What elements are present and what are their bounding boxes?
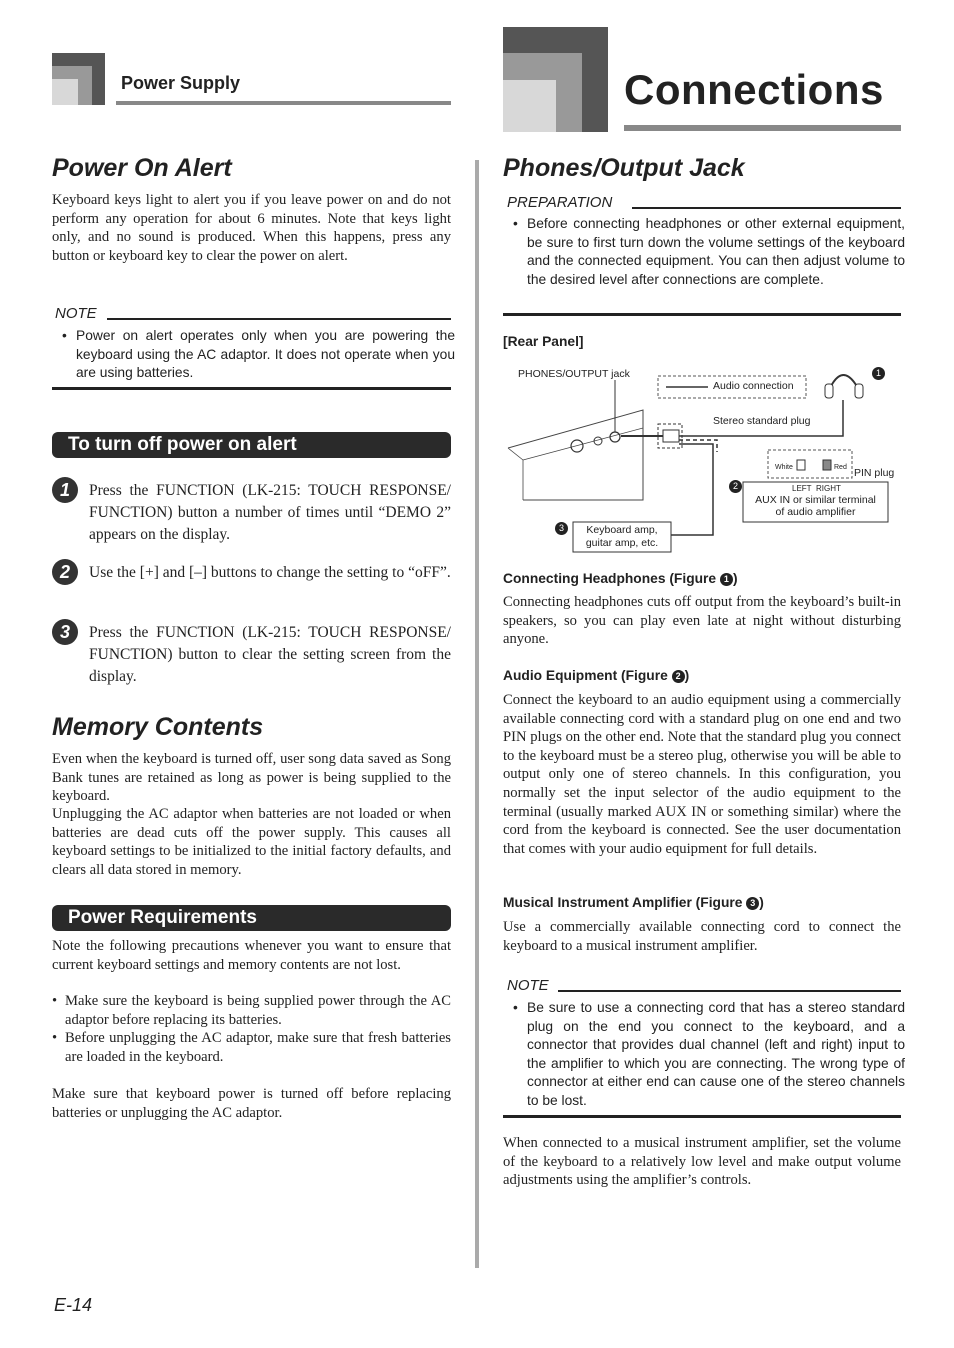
column-divider <box>475 160 479 1268</box>
note-rule-top-right <box>558 990 901 992</box>
amplifier-body: Use a commercially available connecting cord to connect the keyboard to a musical instrument amplifier. <box>503 919 901 954</box>
bullet: • <box>513 216 518 231</box>
note-rule-bottom <box>52 387 451 390</box>
note-rule-top <box>107 318 451 320</box>
preparation-label: PREPARATION <box>507 194 613 211</box>
step-number-1: 1 <box>52 477 78 503</box>
pin-plug-label: PIN plug <box>854 467 895 479</box>
bullet: • <box>513 1000 518 1015</box>
header-rule-left <box>116 101 451 105</box>
step-text-3: Press the FUNCTION (LK-215: TOUCH RESPONSE/ FUNCTION) button to clear the setting screen from the display. <box>89 624 451 685</box>
audio-equipment-body: Connect the keyboard to an audio equipment using a commercially available connecting cord with a standard plug on one end and two PIN plugs on the other end. Note that the standard plug you connect to the keyboard must be a stereo plug, otherwise you will be able to output only one of stereo channels. In this configuration, you normally set the input selector of the audio equipment to the terminal (usually marked AUX IN or something similar) where the cord from the keyboard is connected. See the user documentation that comes with your audio equipment for full details. <box>503 692 901 857</box>
header-rule-right <box>624 125 901 131</box>
power-requirements-item-2: • Before unplugging the AC adaptor, make sure that fresh batteries are loaded in the keyboard. <box>52 1030 451 1065</box>
power-requirements-heading: Power Requirements <box>52 905 451 931</box>
figure-3-marker-inline: 3 <box>746 897 759 910</box>
rear-panel-label: [Rear Panel] <box>503 334 584 349</box>
headphones-heading: Connecting Headphones (Figure 1 ) <box>503 571 738 586</box>
note-rule-bottom-right <box>503 1115 901 1118</box>
keyboard-rear-panel <box>508 410 643 500</box>
amplifier-heading: Musical Instrument Amplifier (Figure 3 ) <box>503 895 764 910</box>
phones-output-jack-label: PHONES/OUTPUT jack <box>518 368 630 380</box>
power-on-alert-body: Keyboard keys light to alert you if you leave power on and do not perform any operation for about 6 minutes. Note that keys light only, and no sound is produced. When this happens, press any button or keyboard key to clear the power on alert. <box>52 192 451 264</box>
step-text-2: Use the [+] and [–] buttons to change the setting to “oFF”. <box>89 564 451 581</box>
stereo-plug <box>621 424 682 448</box>
bullet: • <box>52 993 58 1009</box>
bullet: • <box>62 328 67 343</box>
power-requirements-intro: Note the following precautions whenever you want to ensure that current keyboard settings and memory contents are not lost. <box>52 938 451 973</box>
header-block-right <box>503 27 608 132</box>
memory-contents-para-1: Even when the keyboard is turned off, user song data saved as Song Bank tunes are retained as long as power is being supplied to the keyboard. <box>52 751 451 805</box>
white-label: White <box>775 464 793 471</box>
left-label: LEFT <box>792 484 812 493</box>
memory-contents-para-2: Unplugging the AC adaptor when batteries are not loaded or when batteries are dead cuts off the power supply. This causes all keyboard settings to be initialized to the initial factory defaults, and clears all data stored in memory. <box>52 806 451 878</box>
note-label: NOTE <box>55 305 97 322</box>
step-number-2: 2 <box>52 559 78 585</box>
header-block-left <box>52 53 105 105</box>
preparation-item: • Before connecting headphones or other external equipment, be sure to first turn down the volume settings of the keyboard and the connected equipment. You can then adjust volume to the desired level after connections are complete. <box>513 216 905 287</box>
power-on-alert-title: Power On Alert <box>52 154 232 182</box>
figure-1-marker-inline: 1 <box>720 573 733 586</box>
page-number: E-14 <box>54 1295 93 1315</box>
closing-paragraph: When connected to a musical instrument amplifier, set the volume of the keyboard to a relatively low level and make output volume adjustments using the amplifier’s controls. <box>503 1135 901 1189</box>
memory-contents-title: Memory Contents <box>52 713 264 741</box>
power-requirements-item-1: • Make sure the keyboard is being supplied power through the AC adaptor before replacing its batteries. <box>52 993 451 1028</box>
right-label: RIGHT <box>816 484 841 493</box>
amp-label-line-1: Keyboard amp, <box>586 524 658 536</box>
figure-1-marker: 1 <box>872 367 885 380</box>
headphones-icon <box>825 375 863 398</box>
note-item: • Power on alert operates only when you are powering the keyboard using the AC adaptor. It does not operate when you are using batteries. <box>62 328 455 381</box>
chapter-title: Connections <box>624 66 884 113</box>
aux-label-line-1: AUX IN or similar terminal <box>755 494 876 506</box>
connection-diagram <box>503 360 901 560</box>
aux-label-line-2: of audio amplifier <box>775 506 856 518</box>
turn-off-alert-heading: To turn off power on alert <box>52 432 451 458</box>
stereo-plug-label: Stereo standard plug <box>713 415 811 427</box>
note-label-right: NOTE <box>507 977 549 994</box>
red-label: Red <box>834 464 847 471</box>
step-text-1: Press the FUNCTION (LK-215: TOUCH RESPONSE/ FUNCTION) button a number of times until “DEMO 2” appears on the display. <box>89 482 451 543</box>
preparation-rule-bottom <box>503 313 901 316</box>
figure-3-marker: 3 <box>555 522 568 535</box>
phones-output-title: Phones/Output Jack <box>503 154 745 182</box>
headphones-body: Connecting headphones cuts off output from the keyboard’s built-in speakers, so you can play even late at night without disturbing anyone. <box>503 594 901 648</box>
figure-2-marker: 2 <box>729 480 742 493</box>
preparation-rule-top <box>632 207 901 209</box>
note-item-right: • Be sure to use a connecting cord that has a stereo standard plug on the end you connect to the keyboard, and a connector that provides dual channel (left and right) input to the amplifier to which you are connecting. The wrong type of connector at either end can cause one of the stereo channels to be lost. <box>513 1000 905 1108</box>
audio-equipment-heading: Audio Equipment (Figure 2 ) <box>503 668 690 683</box>
amp-label-line-2: guitar amp, etc. <box>585 537 659 549</box>
audio-connection-label: Audio connection <box>713 380 794 392</box>
bullet: • <box>52 1030 58 1046</box>
power-requirements-closing: Make sure that keyboard power is turned off before replacing batteries or unplugging the AC adaptor. <box>52 1086 451 1121</box>
step-number-3: 3 <box>52 619 78 645</box>
section-label: Power Supply <box>121 73 241 93</box>
figure-2-marker-inline: 2 <box>672 670 685 683</box>
